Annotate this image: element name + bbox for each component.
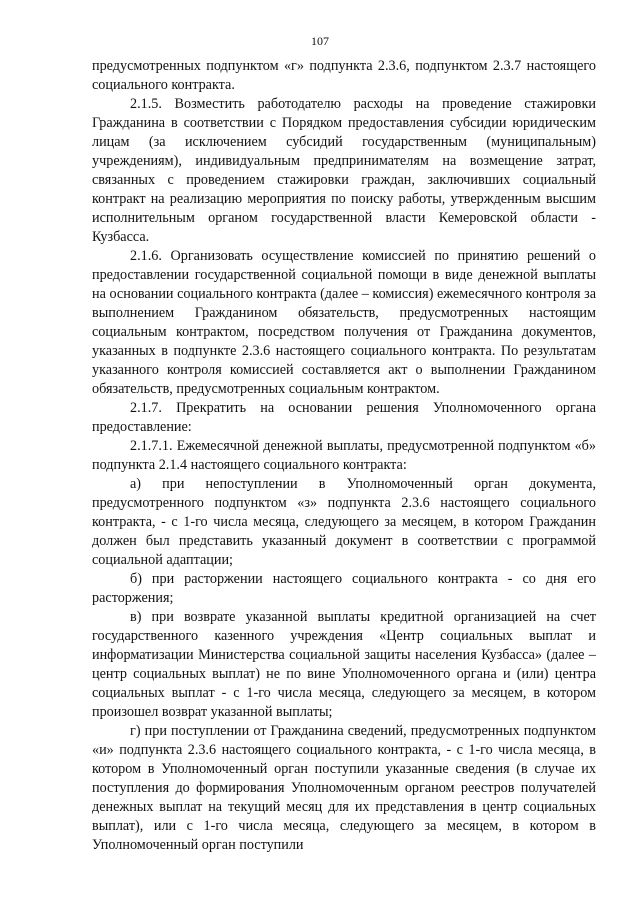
paragraph: предусмотренных подпунктом «г» подпункта 2.3.6, подпунктом 2.3.7 настоящего социального контракта. xyxy=(92,58,596,93)
paragraph: 2.1.5. Возместить работодателю расходы на проведение стажировки Гражданина в соответствии с Порядком предоставления субсидии юридическим лицам (за исключением субсидий государственным (муниципальным) учреждениям), индивидуальным предпринимателям на возмещение затрат, связанных с проведением стажировки граждан, заключившиx социальный контракт на реализацию мероприятия по поиску работы, утвержденным высшим исполнительным органом государственной власти Кемеровской области - Кузбасса. xyxy=(92,96,596,245)
paragraph: 2.1.7. Прекратить на основании решения Уполномоченного органа предоставление: xyxy=(92,400,596,435)
document-body xyxy=(92,57,596,855)
paragraph: а) при непоступлении в Уполномоченный орган документа, предусмотренного подпунктом «з» подпункта 2.3.6 настоящего социального контракта, - с 1-го числа месяца, следующего за месяцем, в котором Гражданин должен был представить указанный документ в соответствии с программой социальной адаптации; xyxy=(92,476,596,568)
paragraph: 2.1.6. Организовать осуществление комиссией по принятию решений о предоставлении государственной социальной помощи в виде денежной выплаты на основании социального контракта (далее – комиссия) ежемесячного контроля за выполнением Гражданином обязательств, предусмотренных настоящим социальным контрактом, посредством получения от Гражданина документов, указанных в подпункте 2.3.6 настоящего социального контракта. По результатам указанного контроля комиссией составляется акт о выполнении Гражданином обязательств, предусмотренных социальным контрактом. xyxy=(92,248,596,397)
paragraph: б) при расторжении настоящего социального контракта - со дня его расторжения; xyxy=(92,571,596,606)
page-number: 107 xyxy=(311,34,329,48)
paragraph: г) при поступлении от Гражданина сведений, предусмотренных подпунктом «и» подпункта 2.3.6 настоящего социального контракта, - с 1-го числа месяца, в котором в Уполномоченный орган поступили указанные сведения (в случае их поступления до формирования Уполномоченным органом реестров получателей денежных выплат на текущий месяц для их представления в центр социальных выплат), или с 1-го числа месяца, следующего за месяцем, в котором в Уполномоченный орган поступили xyxy=(92,723,596,853)
paragraph: 2.1.7.1. Ежемесячной денежной выплаты, предусмотренной подпунктом «б» подпункта 2.1.4 настоящего социального контракта: xyxy=(92,438,596,473)
paragraph: в) при возврате указанной выплаты кредитной организацией на счет государственного казенного учреждения «Центр социальных выплат и информатизации Министерства социальной защиты населения Кузбасса» (далее – центр социальных выплат) не по вине Уполномоченного органа и (или) центра социальных выплат - с 1-го числа месяца, следующего за месяцем, в котором произошел возврат указанной выплаты; xyxy=(92,609,596,720)
